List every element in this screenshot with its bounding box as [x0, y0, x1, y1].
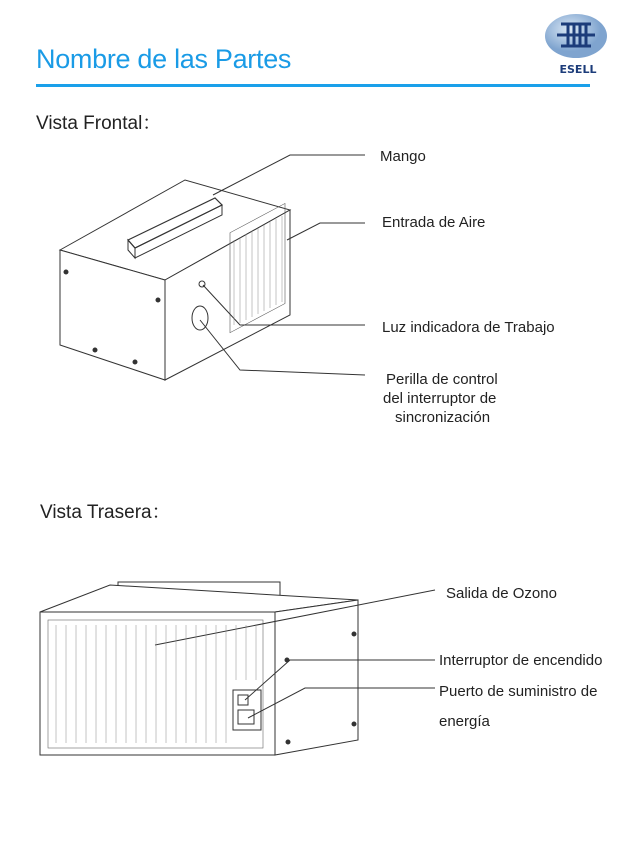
label-handle: Mango	[380, 148, 426, 165]
label-power-port-1: Puerto de suministro de	[439, 683, 598, 700]
svg-text:ESELL: ESELL	[559, 63, 597, 76]
label-timer-knob-1: Perilla de control	[386, 371, 498, 388]
page-title: Nombre de las Partes	[36, 44, 292, 74]
label-power-switch: Interruptor de encendido	[439, 652, 603, 669]
label-timer-knob-2: del interruptor de	[383, 390, 497, 407]
front-view-heading: Vista Frontal：	[36, 113, 162, 134]
label-power-port-2: energía	[439, 713, 490, 730]
rear-view-heading: Vista Trasera：	[40, 502, 171, 523]
label-ozone-outlet: Salida de Ozono	[446, 585, 557, 602]
label-work-indicator: Luz indicadora de Trabajo	[382, 319, 555, 336]
rear-view-drawing	[40, 582, 435, 755]
label-timer-knob-3: sincronización	[395, 409, 491, 426]
front-view-drawing	[60, 155, 365, 380]
label-air-inlet: Entrada de Aire	[382, 214, 486, 231]
